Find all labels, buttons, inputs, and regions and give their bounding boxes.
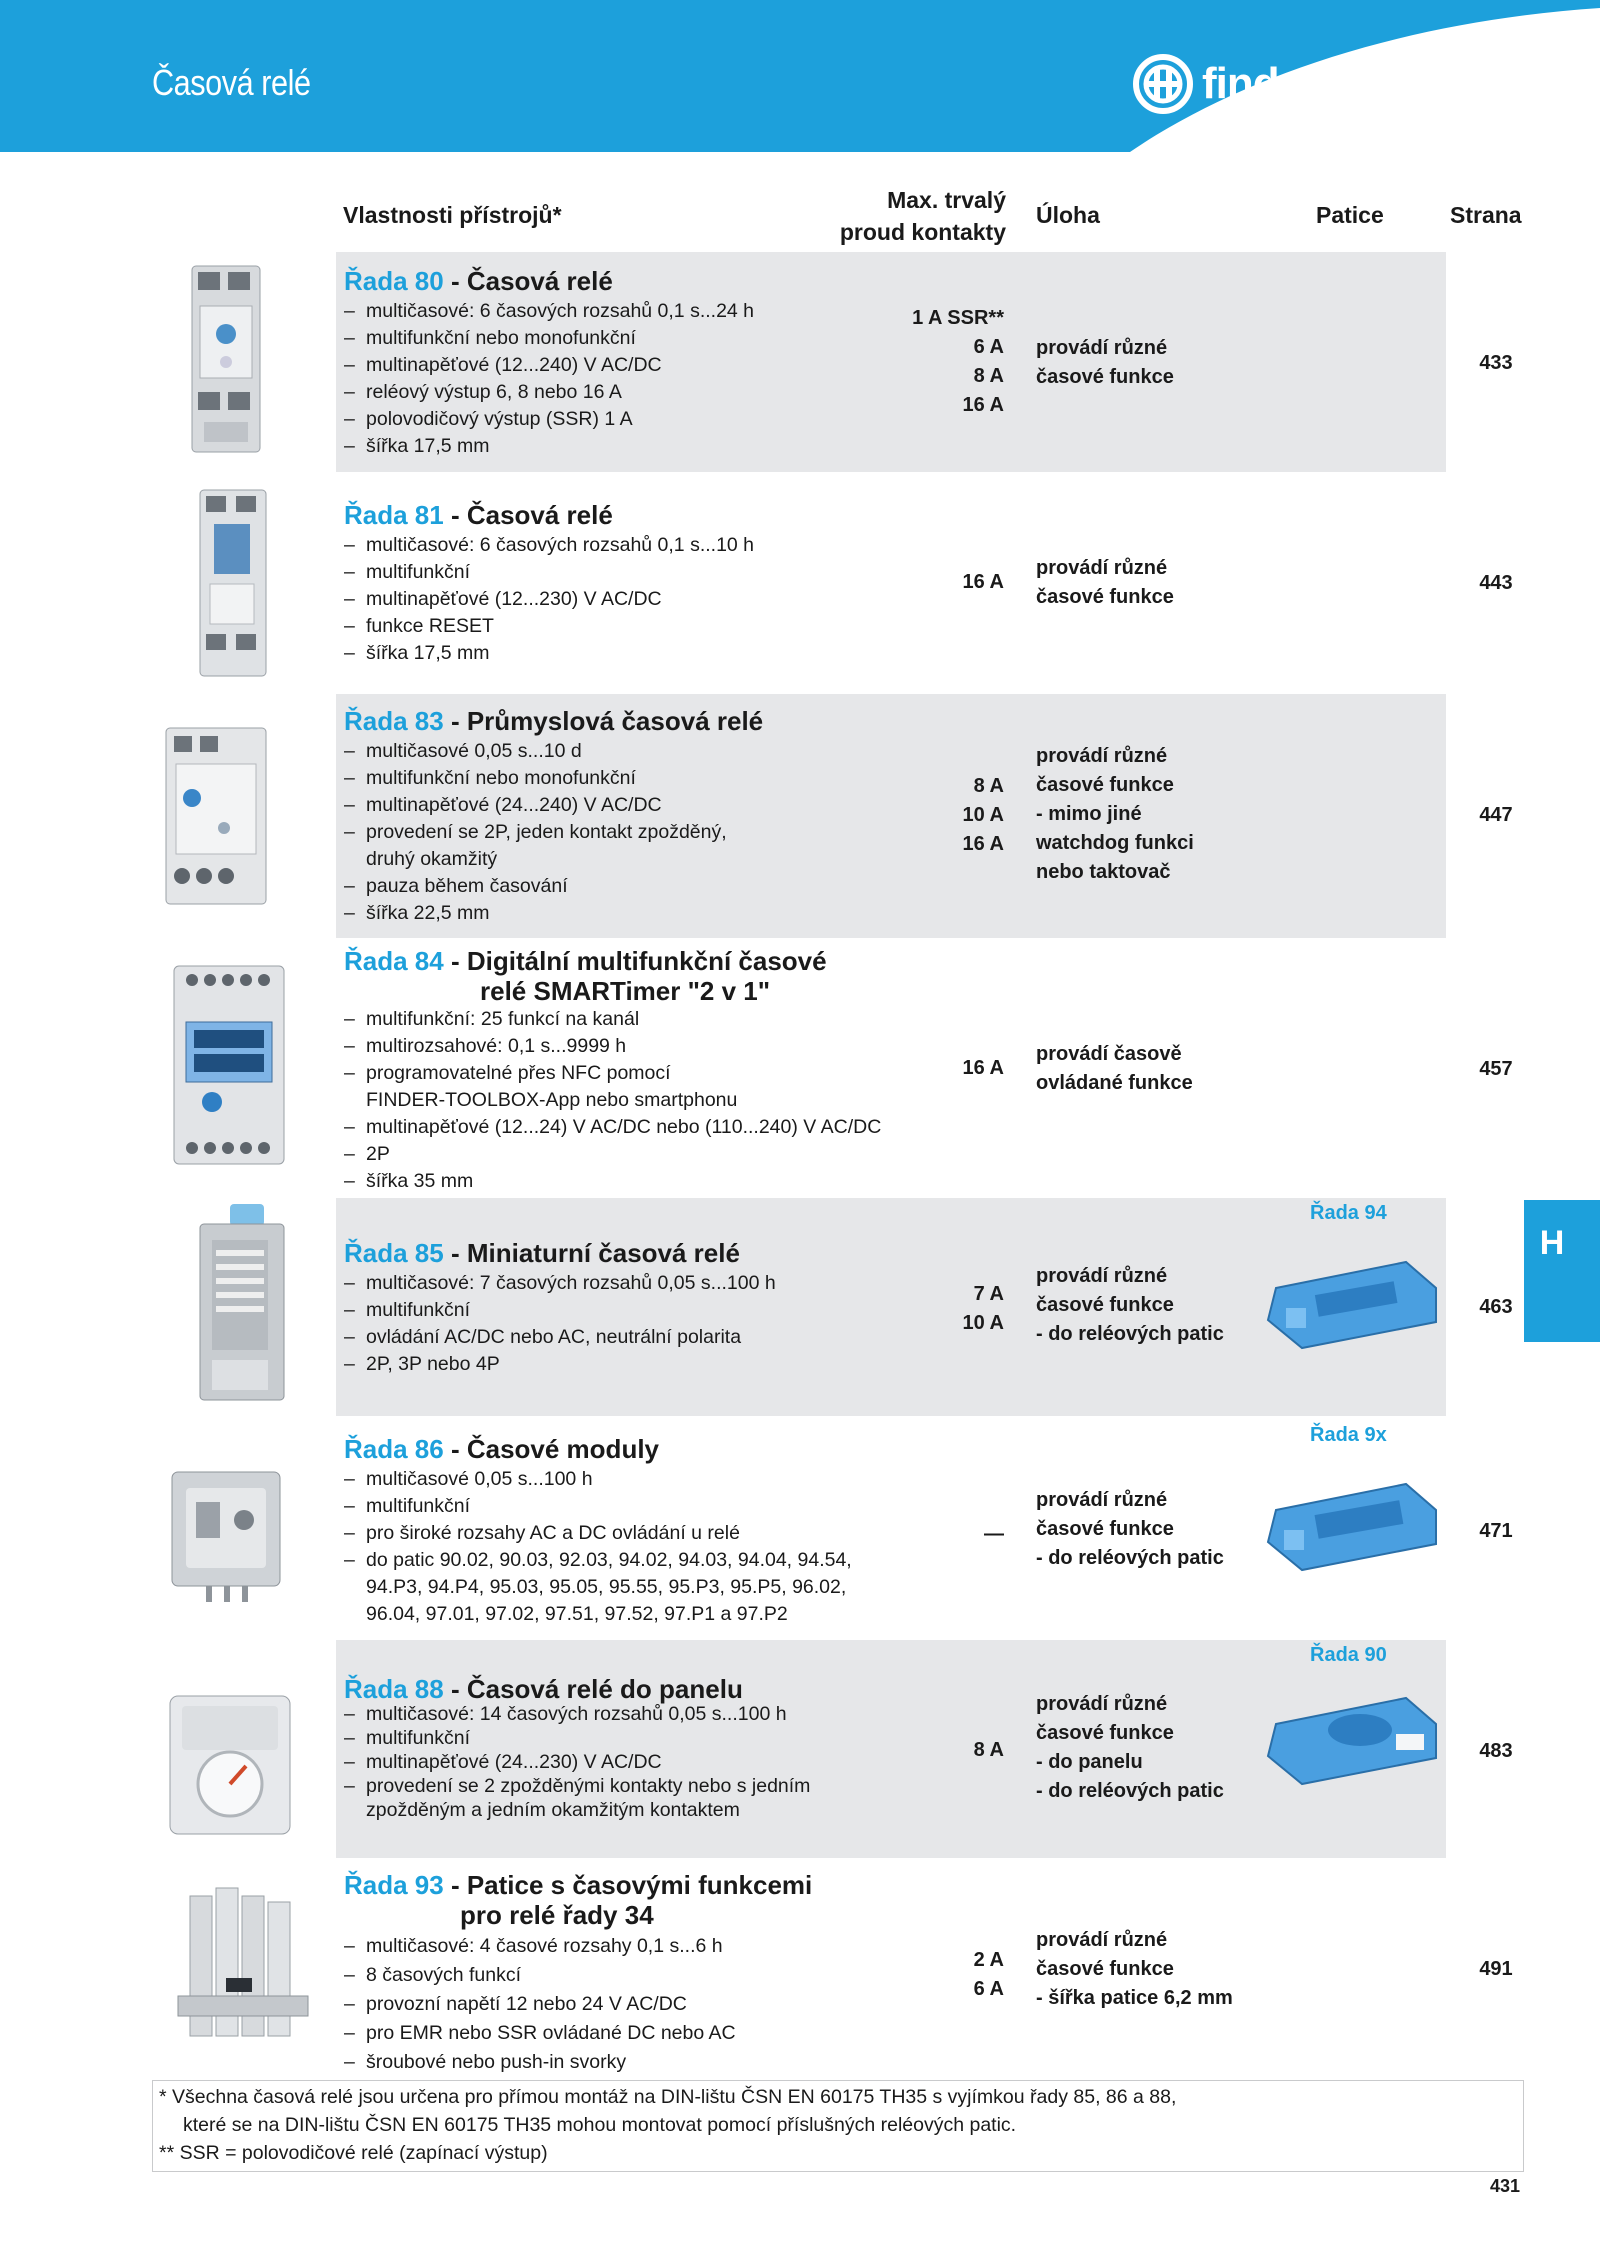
feature-item: – šířka 17,5 mm — [344, 640, 754, 667]
max-current: 16 A — [962, 571, 1004, 593]
feature-item: – provedení se 2P, jeden kontakt zpožděný, — [344, 819, 727, 846]
feature-item: – multinapěťové (12...230) V AC/DC — [344, 586, 754, 613]
series-title — [344, 500, 613, 530]
feature-item: druhý okamžitý — [366, 848, 498, 870]
feature-item: – multičasové: 4 časové rozsahy 0,1 s...6 h — [344, 1932, 736, 1961]
page-number: 431 — [1490, 2176, 1521, 2196]
feature-item: – 2P, 3P nebo 4P — [344, 1351, 776, 1378]
series-label: Řada 84 — [344, 946, 444, 976]
feature-item: – multičasové: 6 časových rozsahů 0,1 s...10 h — [344, 532, 754, 559]
feature-item: – provedení se 2 zpožděnými kontakty nebo s jedním — [344, 1774, 810, 1798]
series-title-rest: - Časová relé do panelu — [443, 1674, 743, 1704]
feature-item: – šroubové nebo push-in svorky — [344, 2048, 736, 2077]
task-text: provádí časově ovládané funkce — [1036, 1043, 1193, 1094]
feature-item: – provozní napětí 12 nebo 24 V AC/DC — [344, 1990, 736, 2019]
series-title-rest: - Průmyslová časová relé — [443, 706, 764, 736]
series-85-product-image — [190, 1200, 290, 1410]
feature-item: – multičasové 0,05 s...100 h — [344, 1466, 852, 1493]
feature-item: – multifunkční nebo monofunkční — [344, 325, 754, 352]
feature-item: – multifunkční nebo monofunkční — [344, 765, 727, 792]
feature-list — [344, 298, 754, 460]
series-title — [344, 1238, 740, 1268]
max-current: 2 A 6 A — [973, 1949, 1004, 2000]
series-title — [344, 1870, 812, 1930]
footnote-3: ** SSR = polovodičové relé (zapínací výstup) — [159, 2142, 548, 2164]
max-current: 7 A 10 A — [962, 1283, 1004, 1334]
col-page: Strana — [1450, 202, 1522, 228]
series-row-80 — [336, 252, 1513, 472]
series-label: Řada 86 — [344, 1434, 444, 1464]
feature-list — [344, 532, 754, 667]
task-text: provádí různé časové funkce - do reléových patic — [1036, 1489, 1224, 1569]
section-tab — [1524, 1200, 1600, 1342]
feature-list — [344, 1006, 881, 1195]
feature-item: – šířka 22,5 mm — [344, 900, 727, 927]
socket-9x-image — [1256, 1470, 1446, 1574]
page-ref: 491 — [1479, 1958, 1513, 1980]
series-83-product-image — [152, 718, 292, 914]
feature-item: – polovodičový výstup (SSR) 1 A — [344, 406, 754, 433]
col-max-current — [746, 184, 1006, 248]
series-title-rest: - Časová relé — [443, 500, 613, 530]
series-row-93 — [336, 1862, 1513, 2078]
footnote-2: které se na DIN-lištu ČSN EN 60175 TH35 mohou montovat pomocí příslušných reléových patic. — [183, 2114, 1017, 2136]
feature-item: – multinapěťové (24...230) V AC/DC — [344, 1750, 810, 1774]
feature-item: – multinapěťové (12...24) V AC/DC nebo (110...240) V AC/DC — [344, 1114, 881, 1141]
feature-item: – funkce RESET — [344, 613, 754, 640]
feature-item: – multifunkční — [344, 559, 754, 586]
feature-item: – multifunkční — [344, 1726, 810, 1750]
feature-item: – multičasové: 14 časových rozsahů 0,05 s...100 h — [344, 1702, 810, 1726]
task-text: provádí různé časové funkce — [1036, 557, 1174, 608]
page-ref: 443 — [1479, 572, 1513, 594]
series-81-product-image — [190, 484, 280, 680]
feature-item: – pro EMR nebo SSR ovládané DC nebo AC — [344, 2019, 736, 2048]
series-title — [344, 946, 827, 1006]
series-title-rest: - Digitální multifunkční časové — [443, 946, 827, 976]
col-max-current-line2: proud kontakty — [839, 219, 1006, 245]
series-title — [344, 266, 613, 296]
max-current: 1 A SSR** 6 A 8 A 16 A — [912, 307, 1004, 416]
feature-item: – multifunkční — [344, 1297, 776, 1324]
max-current: 8 A — [973, 1739, 1004, 1761]
series-title-rest: - Patice s časovými funkcemi — [443, 1870, 813, 1900]
series-label: Řada 81 — [344, 500, 444, 530]
feature-item: – šířka 35 mm — [344, 1168, 881, 1195]
feature-list — [344, 1466, 852, 1628]
series-label: Řada 85 — [344, 1238, 444, 1268]
series-title — [344, 1434, 659, 1464]
feature-item: – pauza během časování — [344, 873, 727, 900]
series-label: Řada 93 — [344, 1870, 444, 1900]
series-row-84 — [336, 944, 1513, 1194]
series-86-product-image — [166, 1462, 286, 1612]
feature-item: – multinapěťové (24...240) V AC/DC — [344, 792, 727, 819]
task-text: provádí různé časové funkce - do reléových patic — [1036, 1265, 1224, 1345]
max-current: 16 A — [962, 1057, 1004, 1079]
series-80-product-image — [170, 258, 280, 458]
feature-item: – multinapěťové (12...240) V AC/DC — [344, 352, 754, 379]
series-row-81 — [336, 484, 1513, 688]
series-title-rest: - Miniaturní časová relé — [443, 1238, 740, 1268]
page-title: Časová relé — [152, 62, 311, 103]
feature-item: – 2P — [344, 1141, 881, 1168]
col-task: Úloha — [1036, 202, 1100, 228]
footnote-1: * Všechna časová relé jsou určena pro přímou montáž na DIN-lištu ČSN EN 60175 TH35 s vyjímkou řady 85, 86 a 88, — [159, 2086, 1177, 2108]
feature-item: – do patic 90.02, 90.03, 92.03, 94.02, 94.03, 94.04, 94.54, — [344, 1547, 852, 1574]
finder-logo-icon — [1132, 53, 1194, 115]
feature-item: FINDER-TOOLBOX-App nebo smartphonu — [366, 1089, 738, 1111]
feature-item: – šířka 17,5 mm — [344, 433, 754, 460]
page-ref: 483 — [1479, 1740, 1513, 1762]
series-label: Řada 80 — [344, 266, 444, 296]
task-text: provádí různé časové funkce - šířka patice 6,2 mm — [1036, 1929, 1233, 2009]
feature-item: – multifunkční: 25 funkcí na kanál — [344, 1006, 881, 1033]
col-max-current-line1: Max. trvalý — [887, 187, 1006, 213]
socket-90-image — [1256, 1684, 1446, 1788]
finder-logo — [1132, 54, 1318, 114]
footnotes — [152, 2080, 1524, 2172]
series-title-line2: relé SMARTimer "2 v 1" — [480, 976, 771, 1006]
page-ref: 463 — [1479, 1296, 1513, 1318]
feature-item: – pro široké rozsahy AC a DC ovládání u relé — [344, 1520, 852, 1547]
section-tab-label: H — [1539, 1224, 1565, 1262]
feature-item: 96.04, 97.01, 97.02, 97.51, 97.52, 97.P1 a 97.P2 — [366, 1603, 788, 1625]
feature-item: 94.P3, 94.P4, 95.03, 95.05, 95.55, 95.P3, 95.P5, 96.02, — [366, 1576, 847, 1598]
socket-label-90: Řada 90 — [1310, 1644, 1387, 1666]
series-93-product-image — [170, 1878, 320, 2048]
feature-list — [344, 1270, 776, 1378]
feature-item: – multičasové 0,05 s...10 d — [344, 738, 727, 765]
feature-item: zpožděným a jedním okamžitým kontaktem — [366, 1799, 740, 1821]
col-socket: Patice — [1316, 202, 1384, 228]
task-text: provádí různé časové funkce - mimo jiné watchdog funkci nebo taktovač — [1036, 745, 1194, 883]
socket-label-9x: Řada 9x — [1310, 1424, 1387, 1446]
feature-list — [344, 738, 727, 927]
series-row-83 — [336, 694, 1513, 938]
max-current: — — [984, 1523, 1004, 1545]
feature-item: – multičasové: 6 časových rozsahů 0,1 s...24 h — [344, 298, 754, 325]
feature-item: – multifunkční — [344, 1493, 852, 1520]
feature-item: – multirozsahové: 0,1 s...9999 h — [344, 1033, 881, 1060]
socket-94-image — [1256, 1248, 1446, 1352]
page-ref: 457 — [1479, 1058, 1513, 1080]
feature-item: – ovládání AC/DC nebo AC, neutrální polarita — [344, 1324, 776, 1351]
task-text: provádí různé časové funkce - do panelu - do reléových patic — [1036, 1693, 1224, 1802]
max-current: 8 A 10 A 16 A — [962, 775, 1004, 855]
feature-item: – 8 časových funkcí — [344, 1961, 736, 1990]
series-84-product-image — [164, 958, 294, 1172]
series-title — [344, 706, 763, 736]
feature-list — [344, 1702, 810, 1822]
task-text: provádí různé časové funkce — [1036, 337, 1174, 388]
series-title — [344, 1674, 743, 1704]
logo-text: finder — [1202, 59, 1319, 108]
feature-list — [344, 1932, 736, 2077]
series-label: Řada 83 — [344, 706, 444, 736]
page-ref: 447 — [1479, 804, 1513, 826]
series-title-rest: - Časová relé — [443, 266, 613, 296]
page-ref: 433 — [1479, 352, 1513, 374]
socket-label-94: Řada 94 — [1310, 1202, 1387, 1224]
feature-item: – multičasové: 7 časových rozsahů 0,05 s...100 h — [344, 1270, 776, 1297]
series-title-line2: pro relé řady 34 — [460, 1900, 654, 1930]
feature-item: – reléový výstup 6, 8 nebo 16 A — [344, 379, 754, 406]
series-label: Řada 88 — [344, 1674, 444, 1704]
series-title-rest: - Časové moduly — [443, 1434, 660, 1464]
col-properties: Vlastnosti přístrojů* — [343, 202, 562, 228]
series-88-product-image — [160, 1690, 300, 1840]
page-ref: 471 — [1479, 1520, 1513, 1542]
feature-item: – programovatelné přes NFC pomocí — [344, 1060, 881, 1087]
